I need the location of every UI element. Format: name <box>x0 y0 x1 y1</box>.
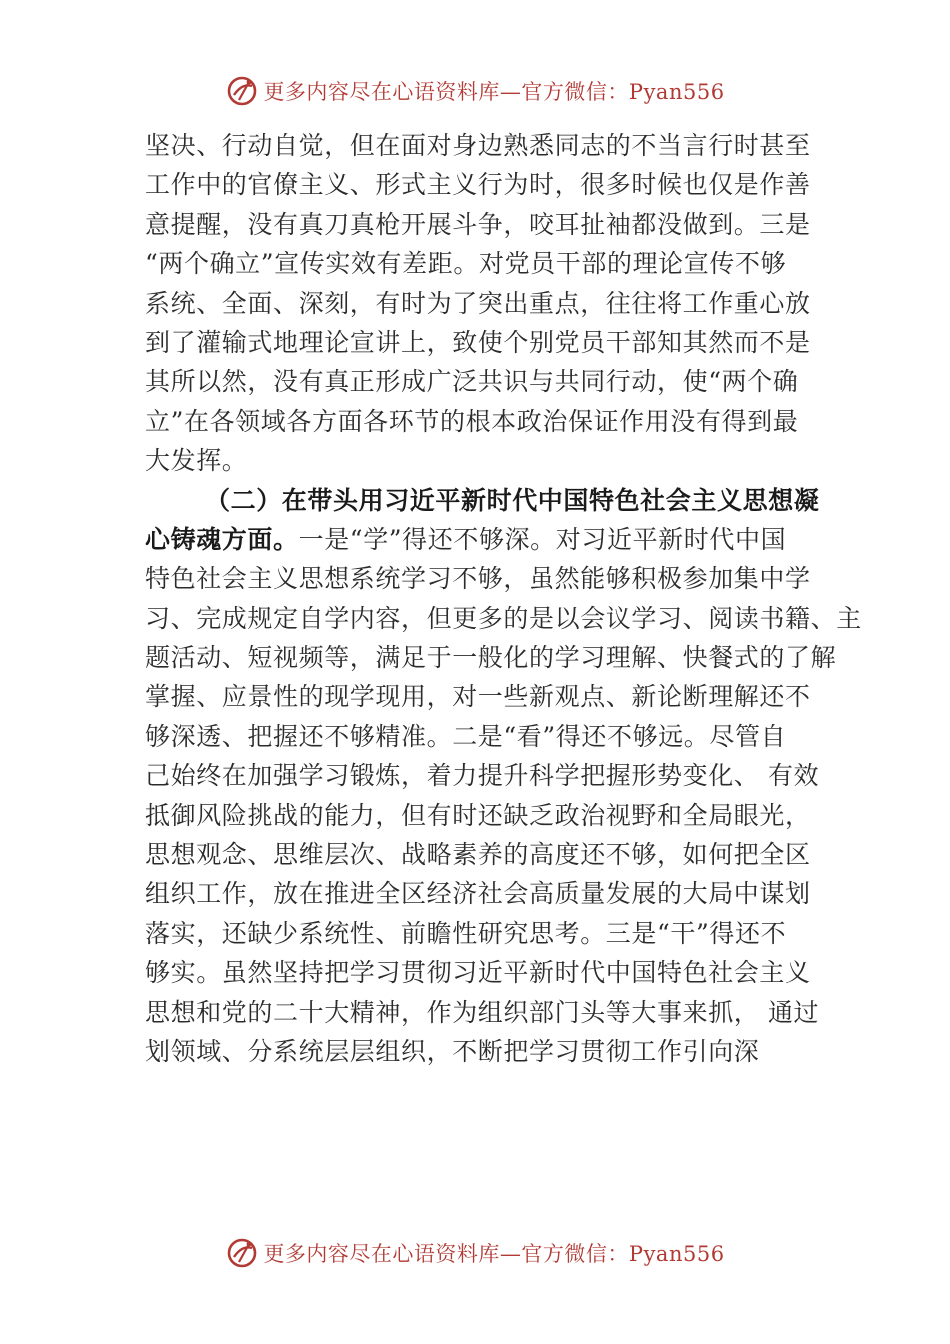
text-line <box>145 205 815 244</box>
text-line <box>145 520 815 559</box>
text-line <box>145 599 862 638</box>
text-line <box>145 796 815 835</box>
body-text: 思想观念、思维层次、战略素养的高度还不够，如何把全区 <box>145 840 811 870</box>
body-text: 思想和党的二十大精神，作为组织部门头等大事来抓， 通过 <box>145 997 820 1027</box>
body-text: 够实。虽然坚持把学习贯彻习近平新时代中国特色社会主义 <box>145 958 811 988</box>
bold-heading-text: （二）在带头用习近平新时代中国特色社会主义思想凝 <box>205 485 820 515</box>
body-text: 抵御风险挑战的能力，但有时还缺乏政治视野和全局眼光， <box>145 800 811 830</box>
body-text: 题活动、短视频等，满足于一般化的学习理解、快餐式的了解 <box>145 643 837 673</box>
body-text: 到了灌输式地理论宣讲上，致使个别党员干部知其然而不是 <box>145 327 811 357</box>
body-text: “两个确立”宣传实效有差距。对党员干部的理论宣传不够 <box>145 249 787 279</box>
body-text: 工作中的官僚主义、形式主义行为时，很多时候也仅是作善 <box>145 170 811 200</box>
text-line <box>145 1032 815 1071</box>
text-line <box>145 953 815 992</box>
text-line <box>145 993 820 1032</box>
body-text: 己始终在加强学习锻炼，着力提升科学把握形势变化、 有效 <box>145 761 820 791</box>
text-line <box>145 559 815 598</box>
body-text: 其所以然，没有真正形成广泛共识与共同行动，使“两个确 <box>145 367 799 397</box>
document-body <box>145 126 862 1071</box>
footer-watermark <box>0 1236 950 1270</box>
body-text: 够深透、把握还不够精准。二是“看”得还不够远。尽管自 <box>145 721 787 751</box>
text-line <box>145 835 815 874</box>
bold-heading-text: 心铸魂方面。 <box>145 524 299 554</box>
body-text: 组织工作，放在推进全区经济社会高质量发展的大局中谋划 <box>145 879 811 909</box>
text-line <box>145 165 815 204</box>
brand-logo-icon <box>225 1236 259 1270</box>
text-line <box>145 638 837 677</box>
header-watermark <box>0 74 950 108</box>
text-line <box>145 481 820 520</box>
text-line <box>145 244 815 283</box>
body-text: 一是“学”得还不够深。对习近平新时代中国 <box>298 524 787 554</box>
body-text: 划领域、分系统层层组织，不断把学习贯彻工作引向深 <box>145 1036 760 1066</box>
watermark-text: 更多内容尽在心语资料库—官方微信：Pyan556 <box>263 80 725 104</box>
text-line <box>145 323 815 362</box>
body-text: 系统、全面、深刻，有时为了突出重点，往往将工作重心放 <box>145 288 811 318</box>
watermark-text: 更多内容尽在心语资料库—官方微信：Pyan556 <box>263 1242 725 1266</box>
body-text: 习、完成规定自学内容，但更多的是以会议学习、阅读书籍、主 <box>145 603 862 633</box>
text-line <box>145 874 815 913</box>
body-text: 坚决、行动自觉，但在面对身边熟悉同志的不当言行时甚至 <box>145 131 811 160</box>
brand-logo-icon <box>225 74 259 108</box>
text-line <box>145 362 815 401</box>
text-line <box>145 402 815 441</box>
body-text: 立”在各领域各方面各环节的根本政治保证作用没有得到最 <box>145 406 799 436</box>
text-line <box>145 284 815 323</box>
text-line <box>145 441 815 480</box>
text-line <box>145 677 815 716</box>
text-line <box>145 756 820 795</box>
body-text: 落实，还缺少系统性、前瞻性研究思考。三是“干”得还不 <box>145 918 787 948</box>
body-text: 特色社会主义思想系统学习不够，虽然能够积极参加集中学 <box>145 564 811 594</box>
text-line <box>145 126 815 165</box>
text-line <box>145 914 815 953</box>
body-text: 大发挥。 <box>145 446 248 476</box>
body-text: 意提醒，没有真刀真枪开展斗争，咬耳扯袖都没做到。三是 <box>145 209 811 239</box>
body-text: 掌握、应景性的现学现用，对一些新观点、新论断理解还不 <box>145 682 811 712</box>
text-line <box>145 717 815 756</box>
